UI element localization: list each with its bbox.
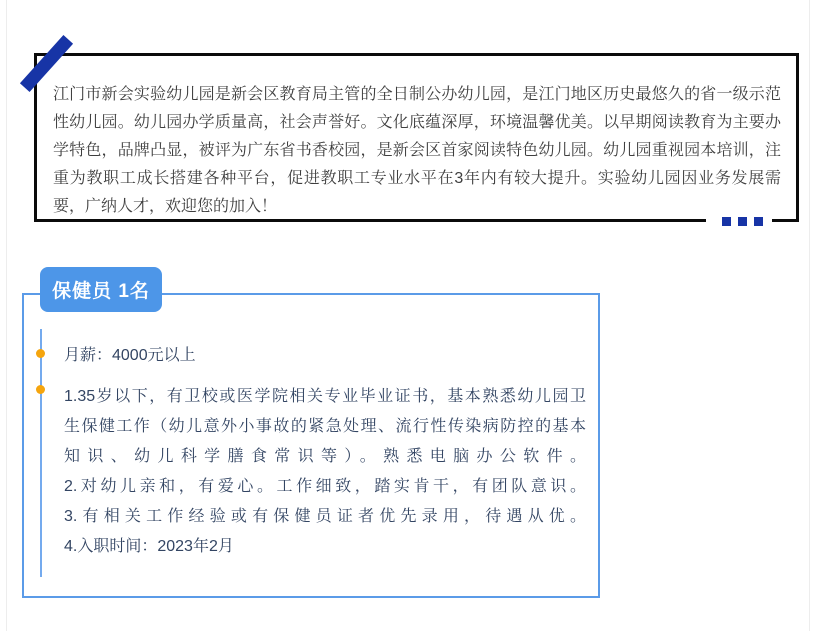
text-line: 3.有相关工作经验或有保健员证者优先录用，待遇从优。 [64,508,586,525]
bullet-dot [36,349,45,358]
text-line: 2.对幼儿亲和，有爱心。工作细致，踏实肯干，有团队意识。 [64,478,586,495]
text-line: 性幼儿园。幼儿园办学质量高，社会声誉好。文化底蕴深厚，环境温馨优美。以早期阅读教育为主要办 [53,114,781,131]
square-decoration [738,217,747,226]
text-line: 重为教职工成长搭建各种平台，促进教职工专业水平在3年内有较大提升。实验幼儿园因业务发展需 [53,170,781,187]
squares-decoration [722,217,763,226]
text-line: 江门市新会实验幼儿园是新会区教育局主管的全日制公办幼儿园，是江门地区历史最悠久的省一级示范 [53,86,781,103]
job-details [64,341,586,562]
page-right-edge [809,0,810,631]
intro-paragraph [53,81,781,221]
text-line: 要，广纳人才，欢迎您的加入！ [53,198,278,215]
intro-box [34,53,799,222]
text-line: 4.入职时间：2023年2月 [64,538,234,555]
text-line: 生保健工作（幼儿意外小事故的紧急处理、流行性传染病防控的基本 [64,418,586,435]
text-line: 1.35岁以下，有卫校或医学院相关专业毕业证书，基本熟悉幼儿园卫 [64,388,586,405]
timeline-line [40,329,42,577]
salary-item [64,341,586,371]
text-line: 学特色，品牌凸显，被评为广东省书香校园，是新会区首家阅读特色幼儿园。幼儿园重视园本培训，注 [53,142,781,159]
text-line: 知识、幼儿科学膳食常识等）。熟悉电脑办公软件。 [64,448,586,465]
square-decoration [722,217,731,226]
square-decoration [754,217,763,226]
job-tag-label: 保健员 1名 [52,281,150,302]
bullet-dot [36,385,45,394]
job-title-tag [40,267,162,312]
text-line: 月薪：4000元以上 [64,347,196,364]
requirements-item [64,382,586,562]
page-left-edge [6,0,7,631]
